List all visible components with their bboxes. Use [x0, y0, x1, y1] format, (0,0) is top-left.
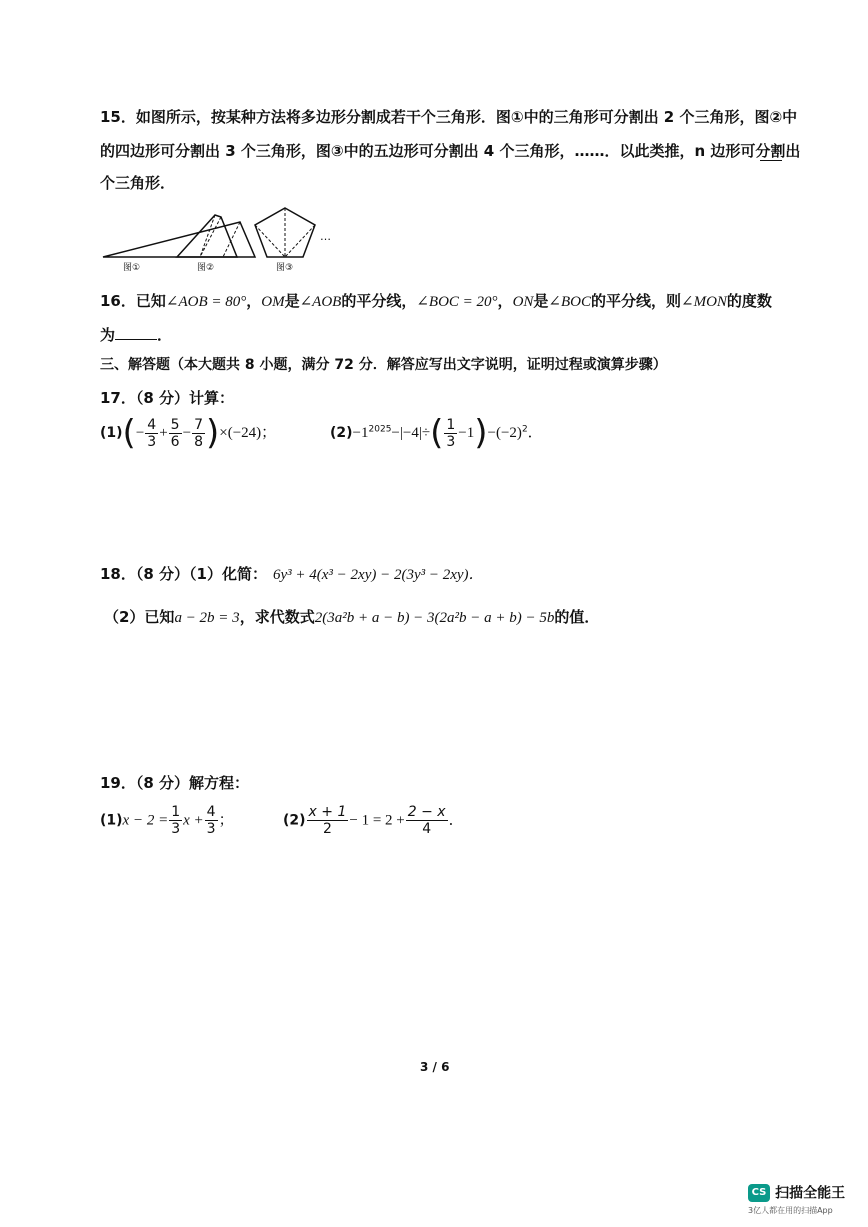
q17-part2: $(2)-1^{2025}-|-4|\div$( $\frac{1}{3}$ $-1)-(-2)^2$． [330, 413, 543, 453]
section-3-heading: 三、解答题（本大题共 8 小题，满分 72 分．解答应写出文字说明，证明过程或演算步骤） [100, 357, 667, 373]
q17-part1: (1)(− $\frac{4}{3}$ + $\frac{5}{6}$ − $\frac{7}{8}$ )×(−24)； [100, 413, 277, 453]
figure-3-pentagon [255, 208, 315, 257]
page-number: 3 / 6 [420, 1060, 450, 1074]
q19-part2: (2) $\frac{x + 1}{2}$ − 1 = 2 + $\frac{2 - x}{4}$ ． [283, 804, 464, 837]
q15-line2: 的四边形可分割出 3 个三角形，图③中的五边形可分割出 4 个三角形，……．以此类推，n 边形可分割出 [100, 142, 801, 160]
q16-line1: 16．已知∠AOB = 80°，OM是∠AOB的平分线，∠BOC = 20°，ON是∠BOC的平分线，则∠MON的度数 [100, 292, 772, 310]
q19-part1: (1)x − 2 = $\frac{1}{3}$ x + $\frac{4}{3}$ ； [100, 804, 234, 837]
scanner-app-badge [748, 1182, 845, 1216]
q15-answer-blank [760, 160, 782, 161]
q19-title: 19．（8 分）解方程： [100, 774, 250, 792]
figures-ellipsis: … [320, 230, 331, 243]
q16-line2: 为 ． [100, 326, 173, 344]
q15-line1: 15．如图所示，按某种方法将多边形分割成若干个三角形．图①中的三角形可分割出 2 个三角形，图②中 [100, 108, 798, 126]
q16-answer-blank [115, 339, 157, 340]
figure-3-label: 图③ [276, 263, 294, 273]
q18-line2: （2）已知a − 2b = 3，求代数式2(3a²b + a − b) − 3(2a²b − a + b) − 5b的值． [104, 608, 600, 626]
scanner-app-name: 扫描全能王 [775, 1185, 846, 1202]
q18-line1: 18．（8 分）（1）化简： 6y³ + 4(x³ − 2xy) − 2(3y³ − 2xy)． [100, 565, 484, 583]
q15-line3: 个三角形． [100, 174, 176, 192]
figure-1-triangle [103, 222, 255, 257]
scanner-app-tagline: 3亿人都在用的扫描App [748, 1205, 833, 1215]
figure-2-label: 图② [197, 263, 215, 273]
camscanner-logo-icon: CS [748, 1184, 770, 1202]
figure-1-label: 图① [123, 263, 141, 273]
q17-title: 17．（8 分）计算： [100, 389, 235, 407]
